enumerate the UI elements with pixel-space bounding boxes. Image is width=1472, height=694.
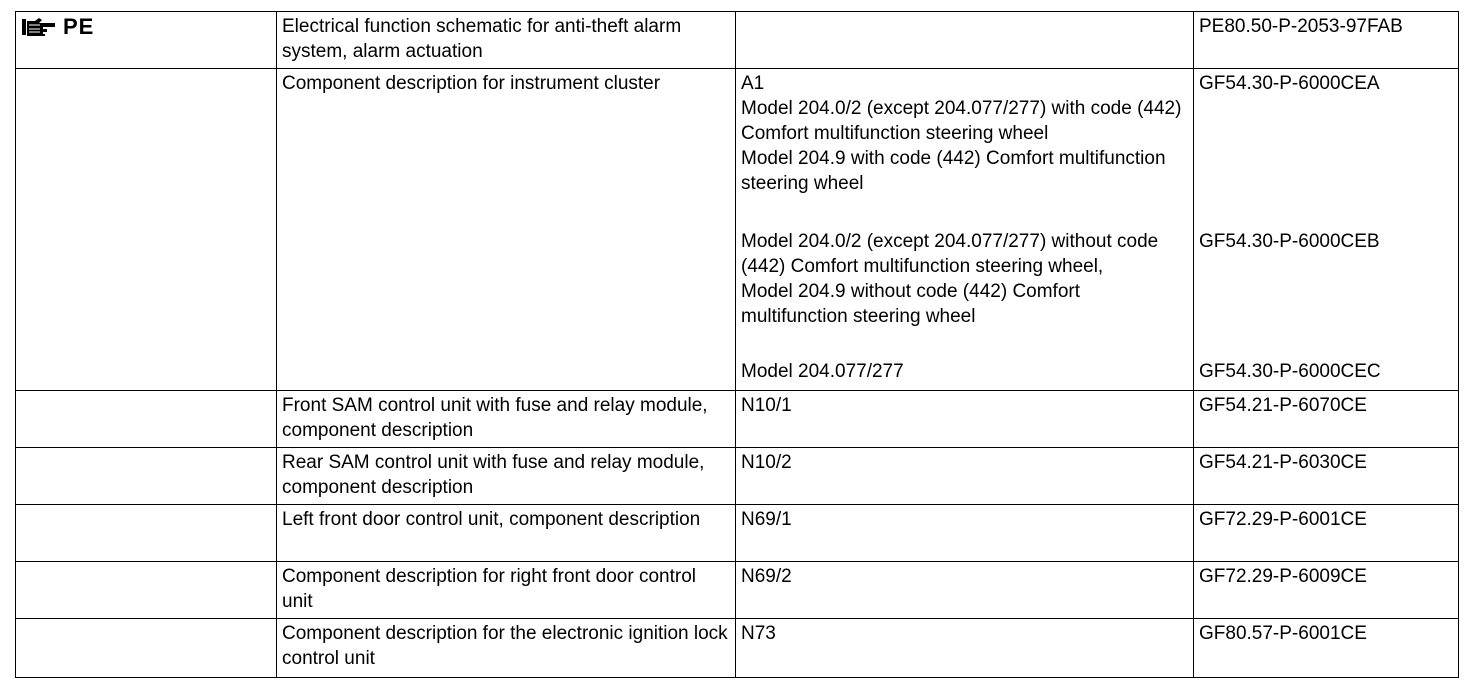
doc-title-cell [277, 12, 736, 69]
document-reference-table [15, 11, 1459, 678]
designation: Model 204.077/277 [741, 361, 904, 382]
section-cell [16, 12, 277, 69]
doc-reference-link[interactable]: GF72.29-P-6009CE [1199, 566, 1367, 587]
docref-cell [1194, 619, 1459, 678]
doc-reference-link[interactable]: GF54.21-P-6070CE [1199, 395, 1367, 416]
doc-title-cell [277, 505, 736, 562]
designation: N69/1 [741, 509, 792, 530]
table-row [16, 505, 1459, 562]
docref-cell [1194, 562, 1459, 619]
docref-cell [1194, 12, 1459, 69]
doc-title: Component description for the electronic ignition lock control unit [282, 623, 728, 669]
pointing-hand-icon [21, 17, 57, 37]
section-label: PE [63, 14, 95, 39]
designation-cell [736, 12, 1194, 69]
doc-title-cell [277, 619, 736, 678]
docref-cell [1194, 448, 1459, 505]
table-row [16, 562, 1459, 619]
doc-title-cell [277, 562, 736, 619]
doc-reference-link[interactable]: GF54.30-P-6000CEB [1199, 231, 1380, 252]
docref-cell [1194, 69, 1459, 391]
doc-reference-link[interactable]: GF72.29-P-6001CE [1199, 509, 1367, 530]
doc-reference-link[interactable]: GF54.21-P-6030CE [1199, 452, 1367, 473]
section-cell [16, 448, 277, 505]
doc-reference-link[interactable]: GF54.30-P-6000CEC [1199, 361, 1381, 382]
table-row [16, 12, 1459, 69]
designation: N73 [741, 623, 776, 644]
doc-title-cell [277, 448, 736, 505]
doc-title: Electrical function schematic for anti-theft alarm system, alarm actuation [282, 16, 682, 62]
designation: N69/2 [741, 566, 792, 587]
designation-cell [736, 562, 1194, 619]
section-cell [16, 505, 277, 562]
designation: A1 Model 204.0/2 (except 204.077/277) with code (442) Comfort multifunction steering wheel Model 204.9 with code (442) Comfort multifunction steering wheel [741, 73, 1182, 194]
designation: N10/1 [741, 395, 792, 416]
doc-title: Component description for right front door control unit [282, 566, 696, 612]
designation-cell [736, 619, 1194, 678]
section-cell [16, 619, 277, 678]
doc-title-cell [277, 391, 736, 448]
section-cell [16, 391, 277, 448]
table-row [16, 619, 1459, 678]
doc-reference-link[interactable]: GF80.57-P-6001CE [1199, 623, 1367, 644]
section-cell [16, 562, 277, 619]
designation-cell [736, 448, 1194, 505]
docref-cell [1194, 505, 1459, 562]
section-tag [21, 14, 94, 39]
table-row [16, 391, 1459, 448]
doc-title: Left front door control unit, component description [282, 509, 701, 530]
section-cell [16, 69, 277, 391]
designation-cell [736, 505, 1194, 562]
doc-title: Front SAM control unit with fuse and relay module, component description [282, 395, 708, 441]
docref-cell [1194, 391, 1459, 448]
designation: Model 204.0/2 (except 204.077/277) without code (442) Comfort multifunction steering wheel, Model 204.9 without code (442) Comfort multifunction steering wheel [741, 231, 1159, 327]
doc-title-cell [277, 69, 736, 391]
designation: N10/2 [741, 452, 792, 473]
doc-title: Rear SAM control unit with fuse and relay module, component description [282, 452, 705, 498]
doc-reference-link[interactable]: GF54.30-P-6000CEA [1199, 73, 1380, 94]
doc-title: Component description for instrument cluster [282, 73, 661, 94]
designation-cell [736, 69, 1194, 391]
table-row [16, 69, 1459, 391]
doc-reference-link[interactable]: PE80.50-P-2053-97FAB [1199, 16, 1403, 37]
designation-cell [736, 391, 1194, 448]
table-row [16, 448, 1459, 505]
